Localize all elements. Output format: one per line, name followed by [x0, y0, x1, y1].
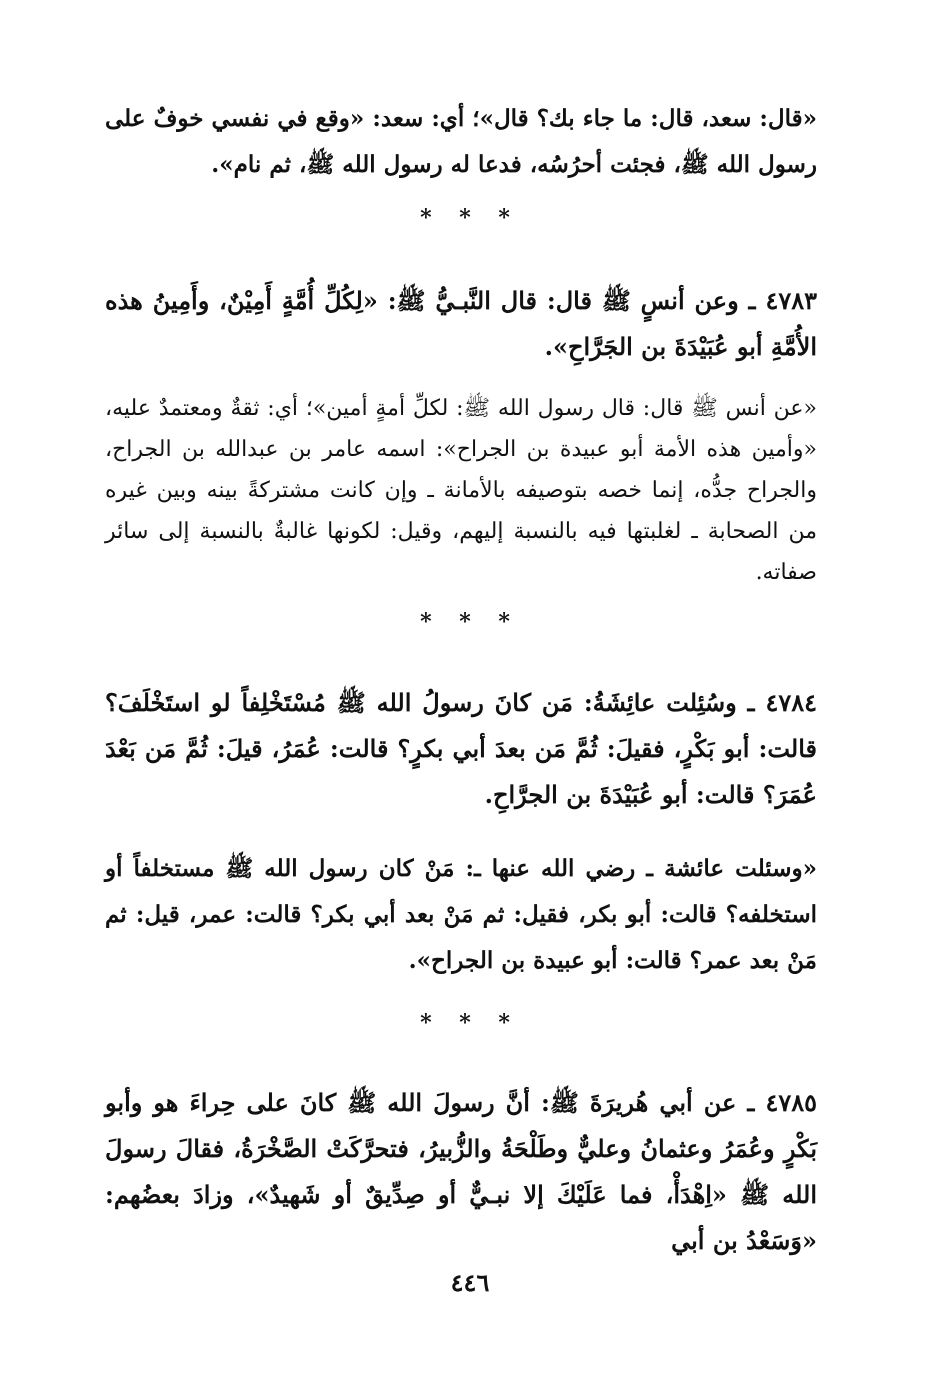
hadith-4785: ٤٧٨٥ ـ عن أبي هُريرَةَ ﷺ: أنَّ رسولَ الله ﷺ كانَ على حِراءَ هو وأبو بَكْرٍ وعُمَرُ وعثمانُ وعليٌّ وطَلْحَةُ والزُّبيرُ، فتحرَّكَتْ الصَّخْرَةُ، فقالَ رسولَ الله ﷺ «اِهْدَأْ، فما عَلَيْكَ إلا نبـيٌّ أو صِدِّيقٌ أو شَهيدٌ»، وزادَ بعضُهم: «وَسَعْدُ بن أبي [105, 1088, 817, 1255]
section-separator: * * * [420, 1010, 520, 1036]
section-separator: * * * [420, 609, 520, 635]
hadith-4783: ٤٧٨٣ ـ وعن أنسٍ ﷺ قال: قال النَّبـيُّ ﷺ: «لِكُلِّ أُمَّةٍ أَمِيْنٌ، وأَمِينُ هذه الأُمَّةِ أبو عُبَيْدَةَ بن الجَرَّاحِ». [105, 286, 817, 361]
hadith-4784: ٤٧٨٤ ـ وسُئِلت عائِشَةُ: مَن كانَ رسولُ الله ﷺ مُسْتَخْلِفاً لو استَخْلَفَ؟ قالت: أبو بَكْرٍ، فقيلَ: ثُمَّ مَن بعدَ أبي بكرٍ؟ قالت: عُمَرُ، قيلَ: ثُمَّ مَن بَعْدَ عُمَرَ؟ قالت: أبو عُبَيْدَةَ بن الجرَّاحِ. [105, 688, 817, 809]
page-number: ٤٤٦ [450, 1268, 490, 1297]
commentary-paragraph: «وسئلت عائشة ـ رضي الله عنها ـ: مَنْ كان رسول الله ﷺ مستخلفاً أو استخلفه؟ قالت: أبو بكر، فقيل: ثم مَنْ بعد أبي بكر؟ قالت: عمر، قيل: ثم مَنْ بعد عمر؟ قالت: أبو عبيدة بن الجراح». [105, 855, 817, 974]
section-separator: * * * [420, 205, 520, 231]
commentary-paragraph: «قال: سعد، قال: ما جاء بك؟ قال»؛ أي: سعد: «وقع في نفسي خوفٌ على رسول الله ﷺ، فجئت أحرُسُه، فدعا له رسول الله ﷺ، ثم نام». [105, 105, 817, 178]
commentary-paragraph: «عن أنس ﷺ قال: قال رسول الله ﷺ: لكلِّ أمةٍ أمين»؛ أي: ثقةٌ ومعتمدٌ عليه، «وأمين هذه الأمة أبو عبيدة بن الجراح»: اسمه عامر بن عبدالله بن الجراح، والجراح جدُّه، إنما خصه بتوصيفه بالأمانة ـ وإن كانت مشتركةً بينه وبين غيره من الصحابة ـ لغلبتها فيه بالنسبة إليهم، وقيل: لكونها غالبةٌ بالنسبة إلى سائر صفاته. [105, 396, 817, 585]
